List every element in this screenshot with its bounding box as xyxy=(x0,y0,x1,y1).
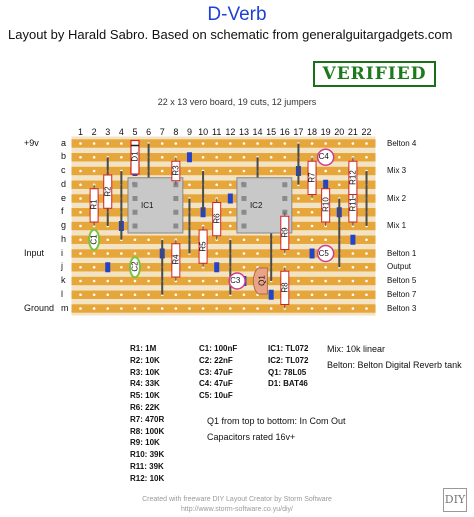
capacitor-value-item: C3: 47uF xyxy=(199,367,233,377)
left-connection-label: +9v xyxy=(24,137,39,148)
board-hole xyxy=(202,142,205,145)
ic-pin xyxy=(241,196,246,201)
board-hole xyxy=(352,252,355,255)
board-hole xyxy=(202,307,205,310)
resistor-label: R2 xyxy=(103,186,113,197)
right-connection-label: Belton 1 xyxy=(387,248,417,258)
board-hole xyxy=(229,183,232,186)
board-hole xyxy=(188,266,191,269)
board-hole xyxy=(79,170,82,173)
board-hole xyxy=(297,197,300,200)
board-hole xyxy=(134,307,137,310)
strip-cut xyxy=(187,152,192,162)
diy-logo: DIY xyxy=(443,488,467,512)
board-hole xyxy=(365,293,368,296)
strip-cut xyxy=(350,235,355,245)
ic-pin xyxy=(241,182,246,187)
resistor-value-item: R11: 39K xyxy=(130,462,164,471)
copper-strip xyxy=(72,222,376,230)
board-hole xyxy=(79,266,82,269)
board-hole xyxy=(93,293,96,296)
row-letter: j xyxy=(61,261,63,272)
board-hole xyxy=(243,142,246,145)
board-hole xyxy=(311,211,314,214)
copper-strip xyxy=(72,167,376,175)
resistor-value-item: R9: 10K xyxy=(130,438,160,448)
board-hole xyxy=(120,307,123,310)
ic-pin xyxy=(173,196,178,201)
column-number: 19 xyxy=(320,127,331,137)
row-letter: l xyxy=(61,288,63,299)
board-hole xyxy=(93,170,96,173)
resistor-value-item: R2: 10K xyxy=(130,355,160,365)
board-hole xyxy=(243,293,246,296)
board-hole xyxy=(311,307,314,310)
board-hole xyxy=(79,238,82,241)
board-hole xyxy=(120,142,123,145)
board-hole xyxy=(79,142,82,145)
column-number: 5 xyxy=(132,127,138,137)
copper-strip xyxy=(72,263,376,271)
strip-cut xyxy=(214,262,219,272)
board-hole xyxy=(134,238,137,241)
capacitor-value-item: C4: 47uF xyxy=(199,379,233,389)
resistor-value-item: R6: 22K xyxy=(130,403,160,412)
capacitor-label: C4 xyxy=(318,152,329,162)
board-hole xyxy=(147,307,150,310)
column-number: 11 xyxy=(212,127,222,137)
right-connection-label: Belton 7 xyxy=(387,289,417,299)
row-letter: k xyxy=(61,275,66,285)
board-hole xyxy=(134,280,137,283)
board-hole xyxy=(79,197,82,200)
row-letter: g xyxy=(61,220,67,230)
resistor-label: R1 xyxy=(89,199,99,210)
resistor-label: R3 xyxy=(171,165,181,176)
board-hole xyxy=(93,307,96,310)
board-hole xyxy=(79,280,82,283)
board-hole xyxy=(215,293,218,296)
board-hole xyxy=(243,266,246,269)
ic-pin xyxy=(241,210,246,215)
board-hole xyxy=(256,238,259,241)
column-number: 12 xyxy=(225,127,236,137)
board-hole xyxy=(365,307,368,310)
row-letter: e xyxy=(61,192,67,203)
board-hole xyxy=(147,238,150,241)
board-hole xyxy=(79,293,82,296)
board-hole xyxy=(161,170,164,173)
board-hole xyxy=(120,293,123,296)
note-item: Q1 from top to bottom: In Com Out xyxy=(207,416,346,426)
right-connection-label: Output xyxy=(387,262,412,272)
column-number: 18 xyxy=(307,127,318,137)
column-number: 9 xyxy=(186,127,192,137)
ic-label: IC2 xyxy=(249,200,263,210)
board-hole xyxy=(352,280,355,283)
resistor-value-item: R5: 10K xyxy=(130,391,160,401)
board-info: 22 x 13 vero board, 19 cuts, 12 jumpers xyxy=(157,97,317,107)
verified-badge: VERIFIED xyxy=(313,61,436,87)
board-hole xyxy=(270,307,273,310)
board-hole xyxy=(106,252,109,255)
row-letter: m xyxy=(61,302,69,313)
resistor-value-item: R1: 1M xyxy=(130,344,157,353)
board-hole xyxy=(297,280,300,283)
board-hole xyxy=(243,307,246,310)
capacitor-value-item: C5: 10uF xyxy=(199,391,233,401)
board-hole xyxy=(284,142,287,145)
capacitor-value-item: C2: 22nF xyxy=(199,355,233,365)
column-number: 1 xyxy=(77,127,83,137)
column-number: 4 xyxy=(118,127,124,137)
column-number: 21 xyxy=(347,127,358,137)
board-hole xyxy=(106,293,109,296)
board-hole xyxy=(324,307,327,310)
ic-pin xyxy=(132,224,137,229)
semiconductor-value-item: Q1: 78L05 xyxy=(268,367,307,377)
board-hole xyxy=(134,293,137,296)
resistor-label: R10 xyxy=(321,197,331,213)
board-hole xyxy=(202,280,205,283)
board-hole xyxy=(93,252,96,255)
column-number: 13 xyxy=(238,127,249,137)
board-hole xyxy=(297,293,300,296)
board-hole xyxy=(215,170,218,173)
board-hole xyxy=(243,238,246,241)
ic-pin xyxy=(241,224,246,229)
board-hole xyxy=(243,252,246,255)
board-hole xyxy=(79,252,82,255)
board-hole xyxy=(106,280,109,283)
row-letter: c xyxy=(61,165,66,175)
board-hole xyxy=(147,280,150,283)
ic-pin xyxy=(132,210,137,215)
right-connection-label: Belton 5 xyxy=(387,276,417,285)
ic-pin xyxy=(132,182,137,187)
strip-cut xyxy=(269,290,274,300)
board-hole xyxy=(202,293,205,296)
board-hole xyxy=(311,280,314,283)
footer-credit: Created with freeware DIY Layout Creator by Storm Software xyxy=(142,496,332,503)
board-hole xyxy=(324,293,327,296)
board-hole xyxy=(365,142,368,145)
board-hole xyxy=(270,156,273,159)
board-hole xyxy=(120,156,123,159)
board-hole xyxy=(352,266,355,269)
right-connection-label: Mix 2 xyxy=(387,193,407,203)
column-number: 8 xyxy=(173,127,179,137)
board-hole xyxy=(243,170,246,173)
board-hole xyxy=(79,225,82,228)
board-hole xyxy=(147,293,150,296)
board-hole xyxy=(243,156,246,159)
ic-pin xyxy=(282,196,287,201)
ic-pin xyxy=(132,196,137,201)
row-letter: b xyxy=(61,151,67,162)
board-hole xyxy=(161,307,164,310)
diode-label: D1 xyxy=(130,151,140,162)
board-hole xyxy=(120,266,123,269)
semiconductor-value-item: D1: BAT46 xyxy=(268,379,308,389)
board-hole xyxy=(338,280,341,283)
row-letter: i xyxy=(61,247,63,258)
board-hole xyxy=(229,225,232,228)
board-hole xyxy=(311,225,314,228)
board-hole xyxy=(106,307,109,310)
row-letter: a xyxy=(61,137,67,148)
board-hole xyxy=(311,266,314,269)
board-hole xyxy=(297,252,300,255)
copper-strip xyxy=(72,181,376,189)
footer-url: http://www.storm-software.co.yu/diy/ xyxy=(180,506,294,513)
ic-pin xyxy=(173,224,178,229)
ic-pin xyxy=(282,182,287,187)
board-hole xyxy=(229,142,232,145)
page-title: D-Verb xyxy=(207,4,267,25)
resistor-value-item: R8: 100K xyxy=(130,426,165,436)
resistor-label: R7 xyxy=(307,172,317,183)
board-hole xyxy=(256,252,259,255)
resistor-label: R8 xyxy=(280,282,290,293)
board-hole xyxy=(324,170,327,173)
row-letter: d xyxy=(61,178,67,189)
board-hole xyxy=(120,280,123,283)
board-hole xyxy=(324,142,327,145)
column-number: 10 xyxy=(198,127,209,137)
board-hole xyxy=(188,293,191,296)
board-hole xyxy=(188,307,191,310)
board-hole xyxy=(147,252,150,255)
board-hole xyxy=(270,170,273,173)
row-letter: h xyxy=(61,233,67,244)
board-hole xyxy=(161,156,164,159)
board-hole xyxy=(79,307,82,310)
resistor-value-item: R3: 10K xyxy=(130,367,160,377)
board-hole xyxy=(338,293,341,296)
column-number: 20 xyxy=(334,127,345,137)
board-hole xyxy=(338,156,341,159)
resistor-value-item: R12: 10K xyxy=(130,473,165,483)
board-hole xyxy=(188,142,191,145)
column-number: 3 xyxy=(105,127,111,137)
board-hole xyxy=(175,293,178,296)
column-number: 17 xyxy=(293,127,304,137)
board-hole xyxy=(324,280,327,283)
capacitor-label: C1 xyxy=(89,234,99,245)
note-item: Capacitors rated 16v+ xyxy=(207,431,296,442)
board-hole xyxy=(93,142,96,145)
board-hole xyxy=(256,142,259,145)
copper-strip xyxy=(72,291,376,299)
capacitor-label: C3 xyxy=(230,276,241,285)
capacitor-label: C2 xyxy=(130,261,140,272)
board-hole xyxy=(352,307,355,310)
board-hole xyxy=(106,238,109,241)
board-hole xyxy=(297,225,300,228)
copper-strip xyxy=(72,304,376,312)
misc-part-item: Belton: Belton Digital Reverb tank xyxy=(327,360,462,370)
board-hole xyxy=(311,238,314,241)
resistor-label: R4 xyxy=(171,254,181,265)
right-connection-label: Mix 1 xyxy=(387,221,407,230)
board-hole xyxy=(324,238,327,241)
board-hole xyxy=(93,156,96,159)
column-number: 15 xyxy=(266,127,277,137)
board-hole xyxy=(338,170,341,173)
board-hole xyxy=(365,156,368,159)
board-hole xyxy=(147,266,150,269)
board-hole xyxy=(79,183,82,186)
resistor-label: R11 xyxy=(348,197,358,212)
ic-label: IC1 xyxy=(140,200,154,210)
column-number: 22 xyxy=(361,127,372,137)
right-connection-label: Mix 3 xyxy=(387,166,407,175)
resistor-label: R9 xyxy=(280,227,290,238)
board-hole xyxy=(297,266,300,269)
column-number: 14 xyxy=(252,127,263,137)
board-hole xyxy=(93,280,96,283)
transistor-label: Q1 xyxy=(257,275,267,286)
resistor-label: R5 xyxy=(198,241,208,252)
board-hole xyxy=(365,252,368,255)
column-number: 7 xyxy=(159,127,165,137)
board-hole xyxy=(365,266,368,269)
board-hole xyxy=(338,183,341,186)
board-hole xyxy=(215,252,218,255)
ic-pin xyxy=(173,210,178,215)
board-hole xyxy=(229,156,232,159)
right-connection-label: Belton 3 xyxy=(387,303,417,313)
row-letter: f xyxy=(61,206,64,217)
board-hole xyxy=(79,211,82,214)
board-hole xyxy=(175,142,178,145)
board-hole xyxy=(365,238,368,241)
resistor-value-item: R7: 470R xyxy=(130,414,165,424)
board-hole xyxy=(215,183,218,186)
board-hole xyxy=(284,156,287,159)
resistor-label: R12 xyxy=(348,170,358,185)
board-hole xyxy=(338,307,341,310)
capacitor-value-item: C1: 100nF xyxy=(199,344,238,353)
capacitor-label: C5 xyxy=(318,248,329,258)
board-hole xyxy=(352,293,355,296)
board-hole xyxy=(229,307,232,310)
board-hole xyxy=(215,142,218,145)
board-hole xyxy=(93,266,96,269)
board-hole xyxy=(215,307,218,310)
board-hole xyxy=(215,156,218,159)
board-hole xyxy=(175,307,178,310)
resistor-value-item: R4: 33K xyxy=(130,379,160,389)
board-hole xyxy=(365,280,368,283)
semiconductor-value-item: IC1: TL072 xyxy=(268,344,309,353)
semiconductor-value-item: IC2: TL072 xyxy=(268,355,309,365)
left-connection-label: Input xyxy=(24,247,45,258)
board-hole xyxy=(161,142,164,145)
board-hole xyxy=(256,307,259,310)
column-number: 6 xyxy=(146,127,152,137)
board-hole xyxy=(338,142,341,145)
copper-strip xyxy=(72,236,376,244)
right-connection-label: Belton 4 xyxy=(387,138,417,148)
board-hole xyxy=(297,211,300,214)
board-hole xyxy=(120,252,123,255)
resistor-label: R6 xyxy=(212,213,222,224)
board-hole xyxy=(352,142,355,145)
board-hole xyxy=(215,280,218,283)
board-hole xyxy=(311,142,314,145)
board-hole xyxy=(229,211,232,214)
layout-credit: Layout by Harald Sabro. Based on schematic from generalguitargadgets.com xyxy=(8,27,453,42)
misc-part-item: Mix: 10k linear xyxy=(327,344,386,354)
board-hole xyxy=(229,170,232,173)
copper-strip xyxy=(72,277,376,285)
strip-cut xyxy=(105,262,110,272)
board-hole xyxy=(202,156,205,159)
resistor-value-item: R10: 39K xyxy=(130,450,165,460)
strip-cut xyxy=(310,249,315,259)
left-connection-label: Ground xyxy=(24,302,55,313)
board-hole xyxy=(297,307,300,310)
column-number: 2 xyxy=(91,127,97,137)
board-hole xyxy=(188,183,191,186)
column-number: 16 xyxy=(279,127,290,137)
board-hole xyxy=(106,142,109,145)
copper-strip xyxy=(72,139,376,147)
board-hole xyxy=(270,142,273,145)
board-hole xyxy=(297,238,300,241)
board-hole xyxy=(311,293,314,296)
board-hole xyxy=(324,266,327,269)
board-hole xyxy=(188,280,191,283)
board-hole xyxy=(284,170,287,173)
board-hole xyxy=(188,170,191,173)
strip-cut xyxy=(228,194,233,204)
board-hole xyxy=(79,156,82,159)
